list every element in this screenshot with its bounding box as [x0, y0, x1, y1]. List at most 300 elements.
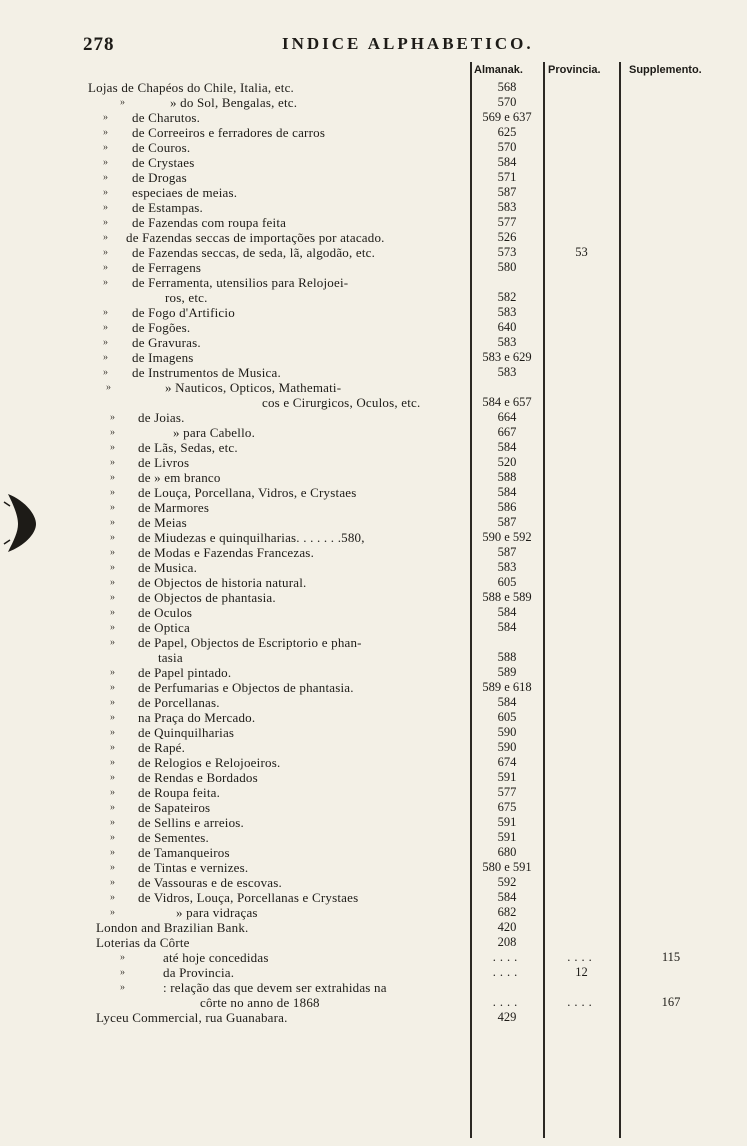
entry-label — [138, 815, 467, 830]
entry-label — [138, 710, 467, 725]
almanak-page-ref: 583 — [497, 365, 517, 379]
provincia-page-ref: .... — [567, 995, 596, 1009]
ditto-mark: » — [103, 367, 108, 378]
entry-text: de Quinquilharias — [138, 725, 237, 740]
entry-text: de Objectos de historia natural. — [138, 575, 310, 590]
index-entry — [0, 1010, 747, 1025]
index-entry — [0, 440, 747, 455]
index-entry — [0, 395, 747, 410]
almanak-page-ref: 587 — [497, 185, 517, 199]
ditto-mark: » — [103, 232, 108, 243]
ditto-mark: » — [110, 742, 115, 753]
entry-label — [138, 755, 467, 770]
entry-label — [138, 860, 467, 875]
ditto-mark: » — [103, 277, 108, 288]
almanak-page-ref: 584 — [497, 890, 517, 904]
entry-text: de Sellins e arreios. — [138, 815, 247, 830]
ditto-mark: » — [103, 127, 108, 138]
entry-text: de Musica. — [138, 560, 200, 575]
almanak-page-ref: 680 — [497, 845, 517, 859]
almanak-page-ref: 573 — [497, 245, 517, 259]
index-entry — [0, 425, 747, 440]
entry-label — [138, 845, 467, 860]
entry-text: de Couros. — [132, 140, 193, 155]
ditto-mark: » — [110, 712, 115, 723]
entry-text: de Rendas e Bordados — [138, 770, 261, 785]
entry-label — [132, 110, 467, 125]
entry-label — [138, 515, 467, 530]
almanak-page-ref: 420 — [497, 920, 517, 934]
index-entry — [0, 455, 747, 470]
ditto-mark: » — [110, 502, 115, 513]
entry-text: de Miudezas e quinquilharias. . . . . . .580, — [138, 530, 368, 545]
ditto-mark: » — [120, 952, 125, 963]
index-entry — [0, 725, 747, 740]
index-entry — [0, 710, 747, 725]
almanak-page-ref: 625 — [497, 125, 517, 139]
ditto-mark: » — [110, 637, 115, 648]
index-entry — [0, 755, 747, 770]
ditto-mark: » — [110, 727, 115, 738]
entry-text: de Sementes. — [138, 830, 212, 845]
index-entry — [0, 380, 747, 395]
entry-label — [132, 275, 467, 290]
ditto-mark: » — [110, 427, 115, 438]
almanak-page-ref: .... — [492, 965, 522, 979]
entry-label — [163, 980, 467, 995]
entry-label — [96, 935, 467, 950]
entry-text: da Provincia. — [163, 965, 237, 980]
index-entry — [0, 530, 747, 545]
entry-label — [138, 875, 467, 890]
ditto-mark: » — [110, 607, 115, 618]
entry-text: de Papel, Objectos de Escriptorio e phan- — [138, 635, 365, 650]
entry-label — [138, 410, 467, 425]
index-entry — [0, 200, 747, 215]
entry-label — [132, 335, 467, 350]
entry-label — [158, 650, 467, 665]
entry-label — [132, 350, 467, 365]
entry-text: de Charutos. — [132, 110, 203, 125]
entry-text: na Praça do Mercado. — [138, 710, 258, 725]
entry-text: : relação das que devem ser extrahidas na — [163, 980, 390, 995]
index-entry — [0, 695, 747, 710]
almanak-page-ref: 586 — [497, 500, 517, 514]
index-entry — [0, 950, 747, 965]
entry-text: » do Sol, Bengalas, etc. — [170, 95, 300, 110]
entry-text: tasia — [158, 650, 186, 665]
entry-label — [132, 125, 467, 140]
entry-label — [88, 80, 467, 95]
index-entry — [0, 860, 747, 875]
entry-label — [132, 155, 467, 170]
ditto-mark: » — [110, 697, 115, 708]
index-entry — [0, 95, 747, 110]
index-entry — [0, 545, 747, 560]
almanak-page-ref: 591 — [497, 770, 517, 784]
entry-text: de Fazendas com roupa feita — [132, 215, 289, 230]
almanak-page-ref: 429 — [497, 1010, 517, 1024]
index-entry — [0, 740, 747, 755]
ditto-mark: » — [110, 577, 115, 588]
almanak-page-ref: 569 e 637 — [482, 110, 532, 124]
almanak-page-ref: 587 — [497, 515, 517, 529]
index-entry — [0, 890, 747, 905]
almanak-page-ref: 577 — [497, 785, 517, 799]
column-header-supplemento: Supplemento. — [629, 64, 702, 76]
index-entry — [0, 485, 747, 500]
index-entry — [0, 635, 747, 650]
entry-label — [132, 245, 467, 260]
almanak-page-ref: 588 — [497, 470, 517, 484]
index-entry — [0, 965, 747, 980]
almanak-page-ref: 589 e 618 — [482, 680, 532, 694]
index-entries — [0, 80, 747, 1025]
index-entry — [0, 680, 747, 695]
entry-label — [138, 725, 467, 740]
entry-label — [138, 770, 467, 785]
index-entry — [0, 830, 747, 845]
entry-text: de Vassouras e de escovas. — [138, 875, 285, 890]
ditto-mark: » — [110, 817, 115, 828]
index-entry — [0, 575, 747, 590]
index-entry — [0, 245, 747, 260]
index-entry — [0, 770, 747, 785]
entry-label — [96, 920, 467, 935]
entry-label — [96, 1010, 467, 1025]
entry-label — [132, 140, 467, 155]
almanak-page-ref: 588 — [497, 650, 517, 664]
entry-text: de Vidros, Louça, Porcellanas e Crystaes — [138, 890, 361, 905]
entry-label — [138, 740, 467, 755]
supplemento-page-ref: 167 — [661, 995, 681, 1009]
ditto-mark: » — [110, 487, 115, 498]
index-entry — [0, 230, 747, 245]
entry-label — [132, 200, 467, 215]
ditto-mark: » — [110, 442, 115, 453]
index-entry — [0, 275, 747, 290]
almanak-page-ref: 520 — [497, 455, 517, 469]
index-entry — [0, 305, 747, 320]
index-entry — [0, 320, 747, 335]
entry-label — [138, 440, 467, 455]
entry-text: de Estampas. — [132, 200, 206, 215]
entry-label — [138, 485, 467, 500]
ditto-mark: » — [110, 907, 115, 918]
entry-text: de Fogões. — [132, 320, 193, 335]
ditto-mark: » — [110, 547, 115, 558]
entry-label — [138, 635, 467, 650]
entry-text: de Crystaes — [132, 155, 198, 170]
index-entry — [0, 800, 747, 815]
entry-text: especiaes de meias. — [132, 185, 240, 200]
index-entry — [0, 365, 747, 380]
entry-label — [138, 800, 467, 815]
almanak-page-ref: 584 e 657 — [482, 395, 532, 409]
entry-label — [138, 620, 467, 635]
entry-text: de Tintas e vernizes. — [138, 860, 251, 875]
entry-text: de Sapateiros — [138, 800, 213, 815]
index-entry — [0, 785, 747, 800]
index-entry — [0, 920, 747, 935]
index-entry — [0, 185, 747, 200]
provincia-page-ref: 53 — [575, 245, 588, 259]
entry-text: Loterias da Côrte — [96, 935, 193, 950]
entry-label — [262, 395, 467, 410]
entry-text: de Imagens — [132, 350, 197, 365]
index-entry — [0, 995, 747, 1010]
entry-label — [138, 890, 467, 905]
ditto-mark: » — [110, 592, 115, 603]
entry-label — [138, 830, 467, 845]
almanak-page-ref: 640 — [497, 320, 517, 334]
entry-text: de Objectos de phantasia. — [138, 590, 279, 605]
almanak-page-ref: 605 — [497, 710, 517, 724]
almanak-page-ref: .... — [492, 995, 522, 1009]
page-header — [0, 30, 747, 56]
entry-label — [132, 305, 467, 320]
almanak-page-ref: 591 — [497, 815, 517, 829]
almanak-page-ref: 590 — [497, 740, 517, 754]
almanak-page-ref: 583 — [497, 560, 517, 574]
index-entry — [0, 620, 747, 635]
almanak-page-ref: 577 — [497, 215, 517, 229]
entry-label — [200, 995, 467, 1010]
ditto-mark: » — [103, 157, 108, 168]
entry-label — [132, 365, 467, 380]
entry-text: de Optica — [138, 620, 193, 635]
ditto-mark: » — [103, 352, 108, 363]
almanak-page-ref: 667 — [497, 425, 517, 439]
index-entry — [0, 110, 747, 125]
index-entry — [0, 140, 747, 155]
entry-text: de Gravuras. — [132, 335, 204, 350]
ditto-mark: » — [103, 217, 108, 228]
ditto-mark: » — [110, 472, 115, 483]
entry-text: de Lãs, Sedas, etc. — [138, 440, 241, 455]
entry-label — [138, 560, 467, 575]
entry-text: de Fogo d'Artificio — [132, 305, 238, 320]
entry-text: até hoje concedidas — [163, 950, 272, 965]
entry-label — [138, 605, 467, 620]
entry-text: côrte no anno de 1868 — [200, 995, 323, 1010]
index-entry — [0, 665, 747, 680]
column-header-almanak: Almanak. — [474, 64, 523, 76]
ditto-mark: » — [110, 787, 115, 798]
ditto-mark: » — [120, 967, 125, 978]
index-entry — [0, 590, 747, 605]
almanak-page-ref: 584 — [497, 620, 517, 634]
entry-text: de Joias. — [138, 410, 188, 425]
entry-label — [138, 785, 467, 800]
index-entry — [0, 650, 747, 665]
entry-text: de Modas e Fazendas Francezas. — [138, 545, 317, 560]
ditto-mark: » — [110, 412, 115, 423]
entry-label — [165, 290, 467, 305]
almanak-page-ref: 605 — [497, 575, 517, 589]
almanak-page-ref: 664 — [497, 410, 517, 424]
almanak-page-ref: 583 — [497, 305, 517, 319]
entry-text: de Roupa feita. — [138, 785, 223, 800]
almanak-page-ref: 584 — [497, 155, 517, 169]
almanak-page-ref: 526 — [497, 230, 517, 244]
almanak-page-ref: 584 — [497, 605, 517, 619]
provincia-page-ref: 12 — [575, 965, 588, 979]
entry-text: de Papel pintado. — [138, 665, 234, 680]
ditto-mark: » — [103, 202, 108, 213]
entry-label — [176, 905, 467, 920]
index-entry — [0, 260, 747, 275]
index-entry — [0, 560, 747, 575]
almanak-page-ref: 580 e 591 — [482, 860, 532, 874]
entry-label — [138, 470, 467, 485]
entry-text: de Tamanqueiros — [138, 845, 233, 860]
index-entry — [0, 470, 747, 485]
ditto-mark: » — [120, 982, 125, 993]
ditto-mark: » — [110, 772, 115, 783]
index-entry — [0, 905, 747, 920]
entry-text: de Meias — [138, 515, 190, 530]
almanak-page-ref: 583 e 629 — [482, 350, 532, 364]
almanak-page-ref: .... — [492, 950, 522, 964]
supplemento-page-ref: 115 — [661, 950, 681, 964]
index-entry — [0, 935, 747, 950]
entry-label — [138, 665, 467, 680]
entry-text: de Fazendas seccas de importações por atacado. — [126, 230, 388, 245]
index-entry — [0, 605, 747, 620]
entry-text: » para vidraças — [176, 905, 261, 920]
almanak-page-ref: 570 — [497, 140, 517, 154]
entry-text: de Drogas — [132, 170, 190, 185]
entry-text: » Nauticos, Opticos, Mathemati- — [165, 380, 344, 395]
entry-text: de Porcellanas. — [138, 695, 223, 710]
entry-label — [138, 500, 467, 515]
entry-text: de Rapé. — [138, 740, 188, 755]
ditto-mark: » — [110, 457, 115, 468]
ditto-mark: » — [110, 667, 115, 678]
ditto-mark: » — [106, 382, 111, 393]
entry-text: de Oculos — [138, 605, 195, 620]
entry-label — [138, 575, 467, 590]
entry-label — [165, 380, 467, 395]
entry-label — [138, 590, 467, 605]
index-entry — [0, 815, 747, 830]
index-entry — [0, 350, 747, 365]
almanak-page-ref: 583 — [497, 200, 517, 214]
ditto-mark: » — [110, 682, 115, 693]
almanak-page-ref: 582 — [497, 290, 517, 304]
entry-text: London and Brazilian Bank. — [96, 920, 252, 935]
almanak-page-ref: 589 — [497, 665, 517, 679]
ditto-mark: » — [110, 757, 115, 768]
page-title: INDICE ALPHABETICO. — [282, 34, 534, 53]
almanak-page-ref: 571 — [497, 170, 517, 184]
entry-text: Lyceu Commercial, rua Guanabara. — [96, 1010, 291, 1025]
entry-text: de Perfumarias e Objectos de phantasia. — [138, 680, 357, 695]
almanak-page-ref: 568 — [497, 80, 517, 94]
almanak-page-ref: 591 — [497, 830, 517, 844]
ditto-mark: » — [110, 562, 115, 573]
column-header-provincia: Provincia. — [548, 64, 601, 76]
ditto-mark: » — [110, 877, 115, 888]
entry-text: de Livros — [138, 455, 192, 470]
index-entry — [0, 335, 747, 350]
entry-text: de Correeiros e ferradores de carros — [132, 125, 328, 140]
almanak-page-ref: 584 — [497, 485, 517, 499]
entry-text: de Ferragens — [132, 260, 204, 275]
page-number: 278 — [83, 34, 115, 55]
entry-text: de Fazendas seccas, de seda, lã, algodão, etc. — [132, 245, 378, 260]
ditto-mark: » — [110, 832, 115, 843]
almanak-page-ref: 587 — [497, 545, 517, 559]
entry-label — [132, 260, 467, 275]
entry-text: de Louça, Porcellana, Vidros, e Crystaes — [138, 485, 360, 500]
almanak-page-ref: 584 — [497, 695, 517, 709]
entry-label — [138, 680, 467, 695]
entry-label — [132, 215, 467, 230]
index-entry — [0, 410, 747, 425]
index-entry — [0, 155, 747, 170]
entry-label — [132, 320, 467, 335]
ditto-mark: » — [103, 307, 108, 318]
ditto-mark: » — [110, 847, 115, 858]
ditto-mark: » — [110, 862, 115, 873]
index-entry — [0, 125, 747, 140]
index-entry — [0, 980, 747, 995]
ditto-mark: » — [110, 622, 115, 633]
ditto-mark: » — [103, 187, 108, 198]
entry-label — [138, 530, 467, 545]
almanak-page-ref: 590 — [497, 725, 517, 739]
index-entry — [0, 215, 747, 230]
almanak-page-ref: 580 — [497, 260, 517, 274]
entry-text: de Instrumentos de Musica. — [132, 365, 284, 380]
index-entry — [0, 875, 747, 890]
ditto-mark: » — [103, 172, 108, 183]
ditto-mark: » — [103, 262, 108, 273]
index-entry — [0, 845, 747, 860]
provincia-page-ref: .... — [567, 950, 596, 964]
almanak-page-ref: 590 e 592 — [482, 530, 532, 544]
ditto-mark: » — [110, 517, 115, 528]
ditto-mark: » — [103, 247, 108, 258]
entry-label — [163, 950, 467, 965]
entry-text: de Relogios e Relojoeiros. — [138, 755, 283, 770]
entry-label — [138, 695, 467, 710]
entry-label — [163, 965, 467, 980]
entry-label — [138, 545, 467, 560]
almanak-page-ref: 674 — [497, 755, 517, 769]
ditto-mark: » — [110, 802, 115, 813]
ditto-mark: » — [103, 322, 108, 333]
almanak-page-ref: 675 — [497, 800, 517, 814]
ditto-mark: » — [103, 112, 108, 123]
almanak-page-ref: 584 — [497, 440, 517, 454]
almanak-page-ref: 570 — [497, 95, 517, 109]
almanak-page-ref: 682 — [497, 905, 517, 919]
index-entry — [0, 170, 747, 185]
entry-label — [132, 170, 467, 185]
index-entry — [0, 500, 747, 515]
entry-text: de Ferramenta, utensilios para Relojoei- — [132, 275, 351, 290]
almanak-page-ref: 592 — [497, 875, 517, 889]
ditto-mark: » — [103, 142, 108, 153]
entry-label — [170, 95, 467, 110]
entry-label — [138, 455, 467, 470]
ditto-mark: » — [120, 97, 125, 108]
index-entry — [0, 290, 747, 305]
entry-text: ros, etc. — [165, 290, 211, 305]
